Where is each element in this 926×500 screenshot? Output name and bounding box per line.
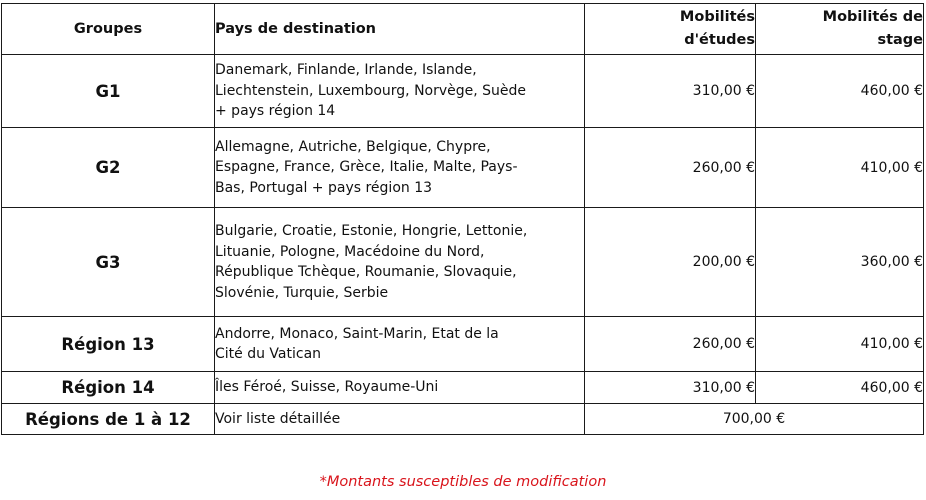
pays-line: Bas, Portugal + pays région 13 [215, 179, 433, 196]
header-stage-line1: Mobilités de [822, 9, 923, 25]
footnote: *Montants susceptibles de modification [319, 474, 607, 490]
pays-cell [215, 55, 585, 128]
header-stage-line2: stage [877, 32, 923, 48]
table-row [2, 208, 924, 317]
table-row [2, 404, 924, 435]
header-pays: Pays de destination [215, 4, 585, 55]
header-row [2, 4, 924, 55]
stage-amount: 410,00 € [756, 317, 924, 372]
groupe-cell: Régions de 1 à 12 [2, 404, 215, 435]
pays-cell: Voir liste détaillée [215, 404, 585, 435]
pays-cell [215, 128, 585, 208]
pays-line: + pays région 14 [215, 103, 336, 120]
pays-cell [215, 372, 585, 404]
pays-line: Bulgarie, Croatie, Estonie, Hongrie, Lettonie, [215, 223, 528, 239]
pays-line: Lituanie, Pologne, Macédoine du Nord, [215, 243, 485, 260]
groupe-cell: Région 13 [2, 317, 215, 372]
pays-line: Allemagne, Autriche, Belgique, Chypre, [215, 138, 491, 155]
merged-amount: 700,00 € [585, 404, 924, 435]
pays-line: Îles Féroé, Suisse, Royaume-Uni [215, 379, 439, 396]
groupe-cell: G1 [2, 55, 215, 128]
mobility-grant-table [1, 3, 924, 435]
stage-amount: 460,00 € [756, 372, 924, 404]
pays-cell [215, 208, 585, 317]
table-row [2, 55, 924, 128]
header-etudes-line2: d'études [684, 32, 755, 48]
groupe-cell: Région 14 [2, 372, 215, 404]
pays-line: République Tchèque, Roumanie, Slovaquie, [215, 264, 517, 280]
pays-line: Espagne, France, Grèce, Italie, Malte, Pays- [215, 159, 518, 176]
pays-line: Danemark, Finlande, Irlande, Islande, [215, 62, 477, 79]
table-row [2, 317, 924, 372]
pays-line: Slovénie, Turquie, Serbie [215, 284, 389, 301]
header-etudes [585, 4, 756, 55]
stage-amount: 460,00 € [756, 55, 924, 128]
stage-amount: 410,00 € [756, 128, 924, 208]
etudes-amount: 200,00 € [585, 208, 756, 317]
pays-line: Cité du Vatican [215, 346, 322, 362]
pays-cell [215, 317, 585, 372]
etudes-amount: 260,00 € [585, 128, 756, 208]
pays-line: Liechtenstein, Luxembourg, Norvège, Suède [215, 82, 527, 99]
groupe-cell: G2 [2, 128, 215, 208]
pays-line: Andorre, Monaco, Saint-Marin, Etat de la [215, 325, 499, 342]
table-row [2, 372, 924, 404]
header-stage [756, 4, 924, 55]
etudes-amount: 310,00 € [585, 55, 756, 128]
etudes-amount: 310,00 € [585, 372, 756, 404]
stage-amount: 360,00 € [756, 208, 924, 317]
table-row [2, 128, 924, 208]
groupe-cell: G3 [2, 208, 215, 317]
header-groupes: Groupes [2, 4, 215, 55]
etudes-amount: 260,00 € [585, 317, 756, 372]
header-etudes-line1: Mobilités [679, 9, 755, 25]
